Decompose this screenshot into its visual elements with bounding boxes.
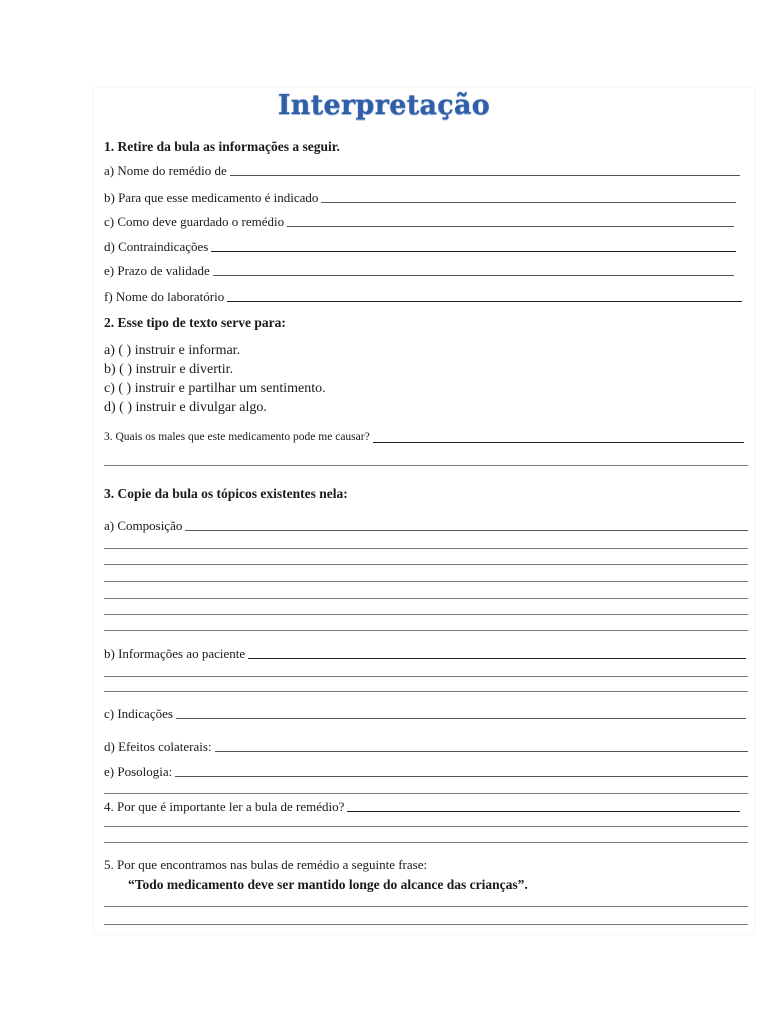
- answer-line[interactable]: [104, 676, 748, 677]
- q1-item-f-label: f) Nome do laboratório: [104, 289, 225, 304]
- q1-item-a-answer-line[interactable]: [230, 174, 740, 176]
- q5-text: 5. Por que encontramos nas bulas de remédio a seguinte frase:: [104, 857, 428, 872]
- q4-text: 4. Por que é importante ler a bula de remédio?: [104, 799, 345, 814]
- answer-line[interactable]: [104, 581, 748, 582]
- q2-option-c[interactable]: c) ( ) instruir e partilhar um sentimento.: [104, 381, 326, 396]
- answer-line[interactable]: [104, 598, 748, 599]
- q1-item-b: [104, 190, 736, 205]
- q3b-item-c-answer-line[interactable]: [176, 717, 746, 719]
- answer-line[interactable]: [104, 842, 748, 843]
- q5-quote: “Todo medicamento deve ser mantido longe do alcance das crianças”.: [128, 877, 528, 892]
- q3b-item-b-label: b) Informações ao paciente: [104, 646, 246, 661]
- q3a-answer-line-2[interactable]: [104, 465, 748, 466]
- q3a-line: [104, 430, 744, 445]
- q1-item-b-answer-line[interactable]: [321, 201, 736, 203]
- q1-item-e-label: e) Prazo de validade: [104, 263, 210, 278]
- q1-item-c-answer-line[interactable]: [287, 225, 734, 227]
- q1-item-f-answer-line[interactable]: [227, 300, 742, 302]
- q1-item-d-answer-line[interactable]: [211, 250, 736, 252]
- q3b-item-e-label: e) Posologia:: [104, 764, 173, 779]
- q3b-item-e: [104, 764, 748, 779]
- q3b-item-d-answer-line[interactable]: [215, 750, 748, 752]
- q1-heading: 1. Retire da bula as informações a seguir.: [104, 139, 340, 154]
- q1-item-e-answer-line[interactable]: [213, 274, 734, 276]
- q1-item-f: [104, 289, 742, 304]
- q1-item-a: [104, 163, 740, 178]
- q2-heading: 2. Esse tipo de texto serve para:: [104, 315, 286, 330]
- q3b-item-d-label: d) Efeitos colaterais:: [104, 739, 212, 754]
- q3b-item-b: [104, 646, 746, 661]
- q3b-item-e-answer-line[interactable]: [175, 775, 748, 777]
- answer-line[interactable]: [104, 826, 748, 827]
- answer-line[interactable]: [104, 793, 748, 794]
- q1-item-c: [104, 214, 734, 229]
- q3b-item-b-answer-line[interactable]: [248, 657, 746, 659]
- q1-item-e: [104, 263, 734, 278]
- answer-line[interactable]: [104, 691, 748, 692]
- page-title: Interpretação: [277, 90, 491, 121]
- q3b-item-a-answer-line[interactable]: [185, 529, 748, 531]
- answer-line[interactable]: [104, 564, 748, 565]
- q2-option-b[interactable]: b) ( ) instruir e divertir.: [104, 362, 234, 377]
- answer-line[interactable]: [104, 906, 748, 907]
- q3a-text: 3. Quais os males que este medicamento pode me causar?: [104, 431, 370, 443]
- q1-item-b-label: b) Para que esse medicamento é indicado: [104, 190, 319, 205]
- q3b-item-c-label: c) Indicações: [104, 706, 173, 721]
- q1-item-c-label: c) Como deve guardado o remédio: [104, 214, 285, 229]
- q2-option-a[interactable]: a) ( ) instruir e informar.: [104, 343, 241, 358]
- answer-line[interactable]: [104, 548, 748, 549]
- q3a-answer-line[interactable]: [373, 441, 744, 443]
- q3b-item-d: [104, 739, 748, 754]
- q2-option-d[interactable]: d) ( ) instruir e divulgar algo.: [104, 400, 267, 415]
- q3b-item-c: [104, 706, 746, 721]
- q1-item-a-label: a) Nome do remédio de: [104, 163, 227, 178]
- q1-item-d: [104, 239, 736, 254]
- q1-item-d-label: d) Contraindicações: [104, 239, 209, 254]
- q4-answer-line[interactable]: [347, 810, 740, 812]
- answer-line[interactable]: [104, 614, 748, 615]
- q3b-heading: 3. Copie da bula os tópicos existentes nela:: [104, 486, 348, 501]
- answer-line[interactable]: [104, 630, 748, 631]
- answer-line[interactable]: [104, 924, 748, 925]
- q4-line: [104, 799, 740, 814]
- q3b-item-a-label: a) Composição: [104, 518, 183, 533]
- q3b-item-a: [104, 518, 748, 533]
